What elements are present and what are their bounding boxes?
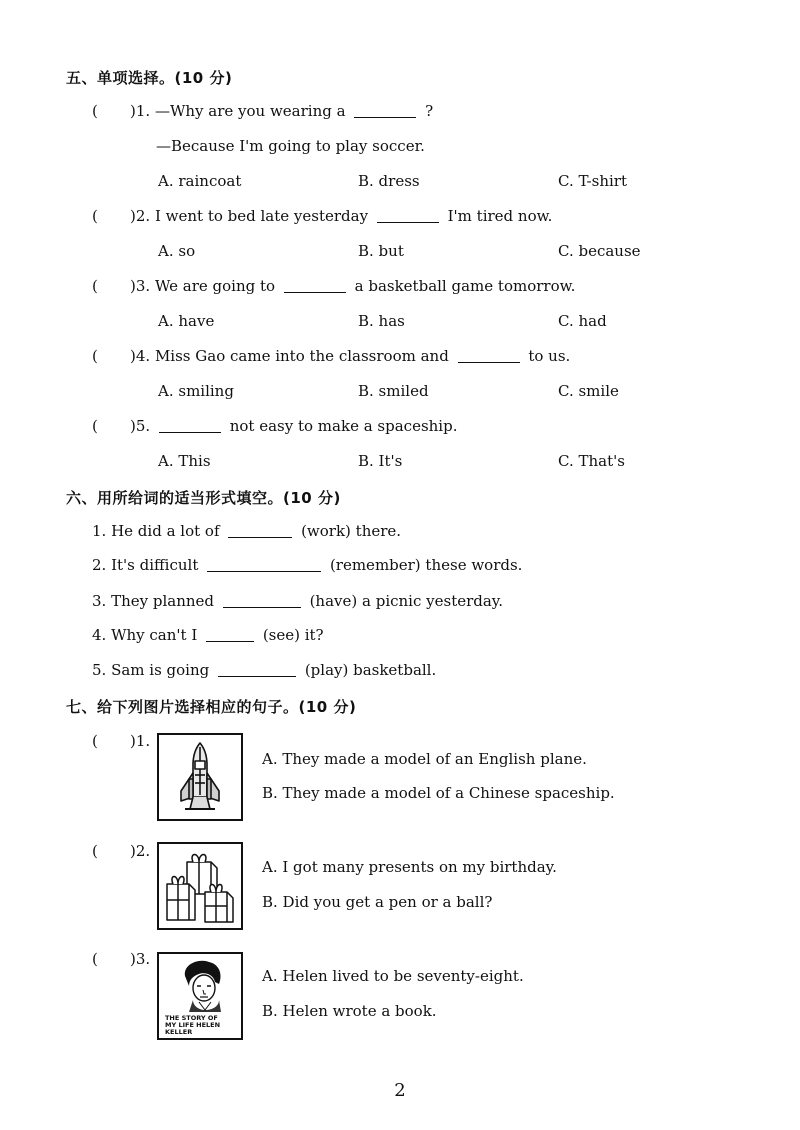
presents-picture bbox=[157, 842, 243, 930]
page-number: 2 bbox=[394, 1080, 406, 1101]
section5-title: 五、单项选择。(10 分) bbox=[66, 69, 233, 87]
choice-a: A. Helen lived to be seventy-eight. bbox=[262, 967, 524, 985]
picture-item-number: )1. bbox=[130, 732, 151, 750]
question-number: )3. bbox=[130, 277, 151, 295]
question-text: Miss Gao came into the classroom and bbox=[154, 347, 449, 365]
choice-b: B. Helen wrote a book. bbox=[262, 1002, 437, 1020]
option-a: A. smiling bbox=[158, 382, 234, 400]
answer-paren: ( bbox=[92, 950, 98, 968]
answer-blank[interactable] bbox=[218, 662, 296, 677]
book-title-line: MY LIFE HELEN bbox=[165, 1021, 221, 1029]
answer-paren: ( bbox=[92, 347, 98, 365]
picture-item-number: )3. bbox=[130, 950, 151, 968]
question-2 bbox=[130, 207, 552, 225]
answer-blank[interactable] bbox=[284, 278, 346, 293]
fill-item-1 bbox=[92, 522, 401, 540]
question-number: )2. bbox=[130, 207, 151, 225]
question-text: to us. bbox=[528, 347, 571, 365]
option-c: C. That's bbox=[558, 452, 625, 470]
option-b: B. smiled bbox=[358, 382, 429, 400]
answer-paren: ( bbox=[92, 732, 98, 750]
answer-blank[interactable] bbox=[354, 103, 416, 118]
option-b: B. It's bbox=[358, 452, 403, 470]
answer-paren: ( bbox=[92, 102, 98, 120]
question-3 bbox=[130, 277, 575, 295]
question-text: I'm tired now. bbox=[447, 207, 553, 225]
option-c: C. smile bbox=[558, 382, 619, 400]
fill-item-4 bbox=[92, 626, 324, 644]
choice-b: B. They made a model of a Chinese spaceship. bbox=[262, 784, 615, 802]
choice-b: B. Did you get a pen or a ball? bbox=[262, 893, 493, 911]
section6-title: 六、用所给词的适当形式填空。(10 分) bbox=[66, 489, 341, 507]
choice-a: A. They made a model of an English plane. bbox=[262, 750, 587, 768]
question-5 bbox=[130, 417, 457, 435]
fill-text: (see) it? bbox=[262, 626, 324, 644]
question-text: a basketball game tomorrow. bbox=[354, 277, 576, 295]
option-a: A. so bbox=[158, 242, 196, 260]
question-text: We are going to bbox=[154, 277, 276, 295]
fill-text: (play) basketball. bbox=[304, 661, 437, 679]
question-text: I went to bed late yesterday bbox=[154, 207, 369, 225]
answer-paren: ( bbox=[92, 417, 98, 435]
answer-blank[interactable] bbox=[207, 557, 321, 572]
question-number: )5. bbox=[130, 417, 151, 435]
book-cover-picture bbox=[157, 952, 243, 1040]
answer-blank[interactable] bbox=[206, 627, 254, 642]
answer-blank[interactable] bbox=[458, 348, 520, 363]
answer-blank[interactable] bbox=[159, 418, 221, 433]
fill-text: 2. It's difficult bbox=[92, 556, 199, 574]
answer-paren: ( bbox=[92, 277, 98, 295]
option-b: B. has bbox=[358, 312, 405, 330]
fill-text: 3. They planned bbox=[92, 592, 215, 610]
question-4 bbox=[130, 347, 570, 365]
book-cover-icon bbox=[159, 954, 241, 1038]
fill-text: 1. He did a lot of bbox=[92, 522, 220, 540]
fill-item-2 bbox=[92, 556, 522, 574]
book-title-line: KELLER bbox=[165, 1028, 193, 1036]
question-text: ? bbox=[425, 102, 434, 120]
answer-paren: ( bbox=[92, 207, 98, 225]
spaceship-picture bbox=[157, 733, 243, 821]
answer-blank[interactable] bbox=[377, 208, 439, 223]
question-number: )4. bbox=[130, 347, 151, 365]
question-1 bbox=[130, 102, 433, 120]
choice-a: A. I got many presents on my birthday. bbox=[262, 858, 557, 876]
question-number: )1. bbox=[130, 102, 151, 120]
answer-paren: ( bbox=[92, 842, 98, 860]
fill-text: (work) there. bbox=[301, 522, 402, 540]
option-a: A. raincoat bbox=[158, 172, 242, 190]
fill-item-5 bbox=[92, 661, 436, 679]
fill-text: 5. Sam is going bbox=[92, 661, 210, 679]
option-a: A. have bbox=[158, 312, 215, 330]
section7-title: 七、给下列图片选择相应的句子。(10 分) bbox=[66, 698, 357, 716]
fill-item-3 bbox=[92, 592, 503, 610]
question-text: not easy to make a spaceship. bbox=[229, 417, 458, 435]
option-b: B. but bbox=[358, 242, 404, 260]
option-c: C. because bbox=[558, 242, 641, 260]
answer-blank[interactable] bbox=[228, 523, 292, 538]
question-1-reply: —Because I'm going to play soccer. bbox=[156, 137, 425, 155]
book-title-line: THE STORY OF bbox=[165, 1014, 218, 1022]
question-text: —Why are you wearing a bbox=[154, 102, 346, 120]
gift-boxes-icon bbox=[159, 844, 241, 928]
option-a: A. This bbox=[158, 452, 211, 470]
answer-blank[interactable] bbox=[223, 593, 301, 608]
option-b: B. dress bbox=[358, 172, 420, 190]
option-c: C. had bbox=[558, 312, 607, 330]
fill-text: (remember) these words. bbox=[329, 556, 523, 574]
fill-text: (have) a picnic yesterday. bbox=[309, 592, 504, 610]
fill-text: 4. Why can't I bbox=[92, 626, 198, 644]
picture-item-number: )2. bbox=[130, 842, 151, 860]
spaceship-icon bbox=[159, 735, 241, 819]
option-c: C. T-shirt bbox=[558, 172, 627, 190]
